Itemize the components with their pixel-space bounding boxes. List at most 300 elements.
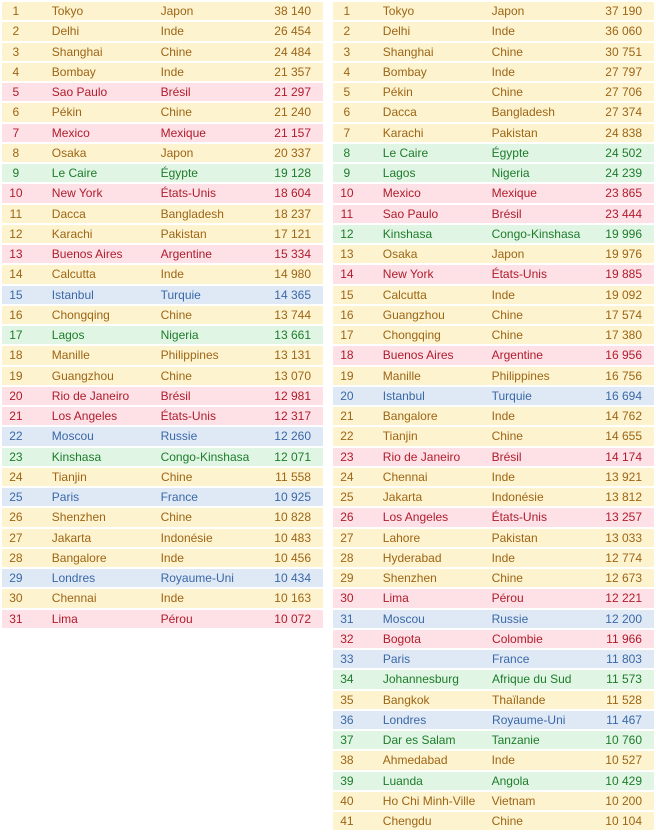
country-cell: Pérou — [160, 611, 193, 626]
table-row — [333, 326, 654, 344]
table-row — [333, 265, 654, 283]
country-cell: Inde — [491, 753, 515, 768]
table-row — [2, 2, 323, 20]
table-row — [333, 144, 654, 162]
table-row — [2, 83, 323, 101]
rank-cell: 33 — [340, 652, 354, 667]
country-cell: Chine — [160, 307, 192, 322]
rank-cell: 18 — [9, 348, 23, 363]
city-cell: Pékin — [51, 105, 82, 120]
population-cell: 24 484 — [274, 44, 311, 59]
city-cell: Lahore — [382, 530, 421, 545]
table-row — [333, 812, 654, 830]
city-cell: Rio de Janeiro — [51, 388, 130, 403]
population-cell: 21 297 — [274, 85, 311, 100]
population-cell: 13 921 — [605, 469, 642, 484]
city-cell: Manille — [51, 348, 90, 363]
population-cell: 11 467 — [606, 712, 642, 727]
rank-cell: 1 — [12, 4, 20, 19]
country-cell: Japon — [491, 247, 525, 262]
population-cell: 11 528 — [606, 692, 642, 707]
country-cell: Chine — [161, 469, 193, 484]
table-row — [2, 529, 323, 547]
table-row — [333, 387, 654, 405]
table-row — [333, 751, 654, 769]
table-row — [333, 569, 654, 587]
table-row — [2, 367, 323, 385]
population-cell: 27 374 — [605, 105, 642, 120]
country-cell: Chine — [160, 510, 192, 525]
population-cell: 14 174 — [605, 449, 642, 464]
rank-cell: 14 — [9, 267, 23, 282]
rank-cell: 17 — [340, 328, 354, 343]
population-cell: 23 865 — [605, 186, 642, 201]
city-cell: Lagos — [382, 166, 416, 181]
table-row — [333, 711, 654, 729]
table-row — [2, 468, 323, 486]
rank-cell: 21 — [340, 409, 354, 424]
rank-cell: 30 — [9, 591, 23, 606]
population-cell: 12 673 — [605, 571, 642, 586]
population-cell: 19 996 — [605, 226, 642, 241]
population-cell: 20 337 — [274, 145, 311, 160]
population-cell: 17 380 — [605, 328, 642, 343]
rank-cell: 19 — [9, 368, 23, 383]
population-cell: 27 706 — [605, 85, 642, 100]
country-cell: Égypte — [491, 145, 529, 160]
rank-cell: 23 — [9, 449, 23, 464]
population-cell: 11 803 — [606, 652, 642, 667]
country-cell: Royaume-Uni — [492, 712, 566, 727]
country-cell: Chine — [160, 105, 192, 120]
rank-cell: 11 — [340, 206, 354, 221]
table-row — [2, 569, 323, 587]
city-cell: Johannesburg — [382, 672, 459, 687]
city-cell: Bombay — [382, 64, 427, 79]
city-cell: Shenzhen — [382, 571, 437, 586]
table-row — [333, 367, 654, 385]
population-cell: 21 240 — [274, 105, 311, 120]
population-cell: 30 751 — [605, 44, 642, 59]
population-cell: 12 071 — [274, 449, 311, 464]
rank-cell: 2 — [343, 24, 351, 39]
city-cell: Dacca — [51, 206, 86, 221]
country-cell: Pakistan — [160, 226, 207, 241]
population-cell: 21 357 — [274, 64, 311, 79]
rank-cell: 36 — [340, 712, 354, 727]
city-cell: Guangzhou — [382, 307, 445, 322]
table-row — [333, 306, 654, 324]
country-cell: Inde — [160, 550, 184, 565]
table-row — [333, 346, 654, 364]
rank-cell: 25 — [9, 490, 23, 505]
country-cell: Philippines — [160, 348, 219, 363]
country-cell: Turquie — [160, 287, 201, 302]
city-cell: Delhi — [382, 24, 411, 39]
population-cell: 38 140 — [274, 4, 311, 19]
rank-cell: 12 — [340, 226, 354, 241]
population-cell: 19 885 — [605, 267, 642, 282]
country-cell: Brésil — [160, 85, 191, 100]
city-cell: Jakarta — [382, 490, 423, 505]
rank-cell: 18 — [340, 348, 354, 363]
rank-cell: 15 — [340, 287, 354, 302]
population-cell: 10 828 — [274, 510, 311, 525]
population-cell: 18 604 — [274, 186, 311, 201]
rank-cell: 13 — [340, 247, 354, 262]
population-cell: 24 239 — [605, 166, 642, 181]
rank-cell: 6 — [12, 105, 20, 120]
rank-cell: 31 — [340, 611, 354, 626]
population-cell: 26 454 — [274, 24, 311, 39]
rank-cell: 24 — [340, 469, 354, 484]
table-row — [2, 508, 323, 526]
population-cell: 12 774 — [605, 550, 642, 565]
rank-cell: 40 — [340, 793, 354, 808]
rank-cell: 22 — [9, 429, 23, 444]
city-cell: Tianjin — [382, 429, 418, 444]
city-cell: Chongqing — [382, 328, 441, 343]
population-cell: 12 317 — [274, 409, 311, 424]
city-cell: Ahmedabad — [382, 753, 448, 768]
rank-cell: 28 — [9, 550, 23, 565]
city-cell: Londres — [51, 571, 96, 586]
country-cell: Argentine — [491, 348, 543, 363]
rank-cell: 10 — [9, 186, 23, 201]
population-cell: 19 976 — [605, 247, 642, 262]
city-cell: Manille — [382, 368, 421, 383]
population-cell: 37 190 — [605, 4, 642, 19]
population-cell: 21 157 — [274, 125, 311, 140]
city-cell: Bogota — [382, 631, 421, 646]
country-cell: Russie — [491, 611, 529, 626]
population-cell: 15 334 — [274, 247, 311, 262]
population-cell: 12 221 — [605, 591, 642, 606]
population-cell: 24 838 — [605, 125, 642, 140]
city-cell: Dacca — [382, 105, 417, 120]
city-cell: Calcutta — [382, 287, 427, 302]
population-cell: 12 200 — [605, 611, 642, 626]
country-cell: Congo-Kinshasa — [491, 226, 581, 241]
city-cell: Lima — [51, 611, 78, 626]
country-cell: Brésil — [491, 206, 522, 221]
country-cell: Pakistan — [491, 530, 538, 545]
country-cell: Chine — [491, 429, 523, 444]
country-cell: Inde — [491, 550, 515, 565]
country-cell: Chine — [491, 571, 523, 586]
rank-cell: 3 — [12, 44, 20, 59]
population-cell: 12 981 — [274, 388, 311, 403]
table-row — [2, 326, 323, 344]
rank-cell: 26 — [9, 510, 23, 525]
table-row — [333, 2, 654, 20]
rank-cell: 9 — [343, 166, 351, 181]
table-row — [333, 407, 654, 425]
city-cell: Shenzhen — [51, 510, 106, 525]
table-row — [333, 650, 654, 668]
table-row — [2, 144, 323, 162]
city-cell: Buenos Aires — [51, 247, 123, 262]
country-cell: Chine — [491, 328, 523, 343]
table-row — [333, 448, 654, 466]
country-cell: Brésil — [160, 388, 191, 403]
city-cell: Chennai — [51, 591, 97, 606]
population-cell: 10 456 — [274, 550, 311, 565]
country-cell: Brésil — [491, 449, 522, 464]
rank-cell: 10 — [340, 186, 354, 201]
population-cell: 10 483 — [274, 530, 311, 545]
country-cell: Turquie — [491, 388, 532, 403]
country-cell: Philippines — [491, 368, 550, 383]
table-row — [2, 549, 323, 567]
city-cell: Moscou — [51, 429, 94, 444]
table-row — [333, 772, 654, 790]
rank-cell: 2 — [12, 24, 20, 39]
rank-cell: 39 — [340, 773, 354, 788]
city-cell: Le Caire — [382, 145, 429, 160]
city-ranking-table-left — [2, 2, 323, 630]
country-cell: Chine — [491, 814, 523, 829]
city-cell: Bombay — [51, 64, 96, 79]
city-cell: Moscou — [382, 611, 425, 626]
rank-cell: 4 — [343, 64, 351, 79]
rank-cell: 24 — [9, 469, 23, 484]
rank-cell: 7 — [343, 125, 351, 140]
table-row — [2, 407, 323, 425]
rank-cell: 27 — [9, 530, 23, 545]
city-cell: Pékin — [382, 85, 413, 100]
country-cell: Japon — [160, 145, 194, 160]
country-cell: France — [160, 490, 198, 505]
table-row — [333, 124, 654, 142]
table-row — [2, 346, 323, 364]
city-cell: Guangzhou — [51, 368, 114, 383]
population-cell: 14 762 — [605, 409, 642, 424]
country-cell: Égypte — [160, 166, 198, 181]
population-cell: 17 121 — [274, 226, 311, 241]
rank-cell: 19 — [340, 368, 354, 383]
rank-cell: 41 — [340, 814, 354, 829]
population-cell: 11 573 — [606, 672, 642, 687]
population-cell: 36 060 — [605, 24, 642, 39]
table-row — [2, 22, 323, 40]
rank-cell: 11 — [9, 206, 23, 221]
country-cell: États-Unis — [160, 409, 216, 424]
population-cell: 12 260 — [274, 429, 311, 444]
table-row — [2, 589, 323, 607]
table-row — [2, 448, 323, 466]
city-cell: Lima — [382, 591, 409, 606]
city-cell: Tianjin — [51, 469, 87, 484]
population-cell: 16 694 — [605, 388, 642, 403]
rank-cell: 20 — [9, 388, 23, 403]
population-cell: 19 128 — [274, 166, 311, 181]
city-cell: Karachi — [51, 226, 93, 241]
rank-cell: 4 — [12, 64, 20, 79]
population-cell: 11 558 — [275, 469, 311, 484]
rank-cell: 16 — [9, 307, 23, 322]
table-row — [333, 630, 654, 648]
rank-cell: 25 — [340, 490, 354, 505]
rank-cell: 37 — [340, 733, 354, 748]
city-ranking-table-right — [333, 2, 654, 832]
population-cell: 13 257 — [605, 510, 642, 525]
population-cell: 14 980 — [274, 267, 311, 282]
rank-cell: 17 — [9, 328, 23, 343]
table-row — [2, 103, 323, 121]
rank-cell: 9 — [12, 166, 20, 181]
rank-cell: 6 — [343, 105, 351, 120]
city-cell: Paris — [51, 490, 80, 505]
rank-cell: 7 — [12, 125, 20, 140]
table-row — [333, 245, 654, 263]
country-cell: Inde — [160, 591, 184, 606]
country-cell: Inde — [491, 24, 515, 39]
country-cell: Bangladesh — [491, 105, 555, 120]
table-row — [333, 488, 654, 506]
city-cell: Bangalore — [382, 409, 438, 424]
city-cell: Istanbul — [382, 388, 425, 403]
table-row — [2, 205, 323, 223]
country-cell: Nigeria — [491, 166, 530, 181]
country-cell: États-Unis — [491, 510, 547, 525]
table-row — [333, 286, 654, 304]
city-cell: Los Angeles — [51, 409, 118, 424]
city-cell: Londres — [382, 712, 427, 727]
rank-cell: 30 — [340, 591, 354, 606]
city-cell: Bangalore — [51, 550, 107, 565]
city-cell: Hyderabad — [382, 550, 442, 565]
population-cell: 11 966 — [606, 631, 642, 646]
country-cell: Inde — [160, 267, 184, 282]
table-row — [333, 508, 654, 526]
table-row — [333, 164, 654, 182]
city-cell: Istanbul — [51, 287, 94, 302]
city-cell: Dar es Salam — [382, 733, 456, 748]
population-cell: 10 925 — [274, 490, 311, 505]
population-cell: 18 237 — [274, 206, 311, 221]
rank-cell: 34 — [340, 672, 354, 687]
rank-cell: 15 — [9, 287, 23, 302]
city-cell: Luanda — [382, 773, 423, 788]
table-row — [333, 468, 654, 486]
city-cell: Tokyo — [382, 4, 415, 19]
population-cell: 13 744 — [274, 307, 311, 322]
country-cell: Argentine — [160, 247, 212, 262]
country-cell: Inde — [491, 409, 515, 424]
population-cell: 10 429 — [605, 773, 642, 788]
city-cell: Mexico — [51, 125, 90, 140]
city-cell: New York — [51, 186, 103, 201]
country-cell: Mexique — [491, 186, 537, 201]
table-row — [333, 529, 654, 547]
city-cell: Mexico — [382, 186, 421, 201]
city-cell: Shanghai — [51, 44, 103, 59]
city-cell: Chennai — [382, 469, 428, 484]
city-cell: Jakarta — [51, 530, 92, 545]
rank-cell: 5 — [343, 85, 351, 100]
country-cell: États-Unis — [160, 186, 216, 201]
city-cell: Bangkok — [382, 692, 430, 707]
country-cell: Inde — [491, 469, 515, 484]
table-row — [2, 63, 323, 81]
table-row — [2, 610, 323, 628]
country-cell: Chine — [491, 85, 523, 100]
country-cell: Chine — [491, 44, 523, 59]
city-cell: Buenos Aires — [382, 348, 454, 363]
population-cell: 17 574 — [605, 307, 642, 322]
country-cell: Tanzanie — [491, 733, 540, 748]
population-cell: 19 092 — [605, 287, 642, 302]
table-row — [333, 205, 654, 223]
table-row — [333, 184, 654, 202]
population-cell: 16 956 — [605, 348, 642, 363]
population-cell: 13 070 — [274, 368, 311, 383]
rank-cell: 28 — [340, 550, 354, 565]
population-cell: 10 434 — [274, 571, 311, 586]
rank-cell: 8 — [343, 145, 351, 160]
rank-cell: 31 — [9, 611, 23, 626]
population-cell: 13 661 — [274, 328, 311, 343]
country-cell: Angola — [491, 773, 529, 788]
rank-cell: 29 — [340, 571, 354, 586]
country-cell: Congo-Kinshasa — [160, 449, 250, 464]
city-cell: Osaka — [51, 145, 87, 160]
rank-cell: 3 — [343, 44, 351, 59]
table-row — [333, 43, 654, 61]
country-cell: Chine — [491, 307, 523, 322]
table-row — [333, 225, 654, 243]
country-cell: Pakistan — [491, 125, 538, 140]
population-cell: 27 797 — [605, 64, 642, 79]
rank-cell: 12 — [9, 226, 23, 241]
city-cell: Paris — [382, 652, 411, 667]
country-cell: Royaume-Uni — [160, 571, 234, 586]
country-cell: Chine — [160, 368, 192, 383]
country-cell: Nigeria — [160, 328, 199, 343]
rank-cell: 20 — [340, 388, 354, 403]
table-row — [2, 225, 323, 243]
table-row — [2, 245, 323, 263]
rank-cell: 29 — [9, 571, 23, 586]
table-row — [333, 103, 654, 121]
population-cell: 10 072 — [274, 611, 311, 626]
population-cell: 14 365 — [274, 287, 311, 302]
city-cell: Rio de Janeiro — [382, 449, 461, 464]
table-row — [2, 265, 323, 283]
country-cell: Russie — [160, 429, 198, 444]
rank-cell: 16 — [340, 307, 354, 322]
population-cell: 13 033 — [605, 530, 642, 545]
table-row — [333, 610, 654, 628]
population-cell: 24 502 — [605, 145, 642, 160]
table-row — [333, 792, 654, 810]
population-cell: 13 131 — [274, 348, 311, 363]
country-cell: Chine — [160, 44, 192, 59]
table-row — [2, 286, 323, 304]
rank-cell: 13 — [9, 247, 23, 262]
table-row — [2, 164, 323, 182]
table-row — [333, 22, 654, 40]
table-row — [2, 124, 323, 142]
country-cell: Mexique — [160, 125, 206, 140]
city-cell: Osaka — [382, 247, 418, 262]
rank-cell: 35 — [340, 692, 354, 707]
table-row — [2, 488, 323, 506]
country-cell: Japon — [160, 4, 194, 19]
rank-cell: 26 — [340, 510, 354, 525]
rank-cell: 38 — [340, 753, 354, 768]
